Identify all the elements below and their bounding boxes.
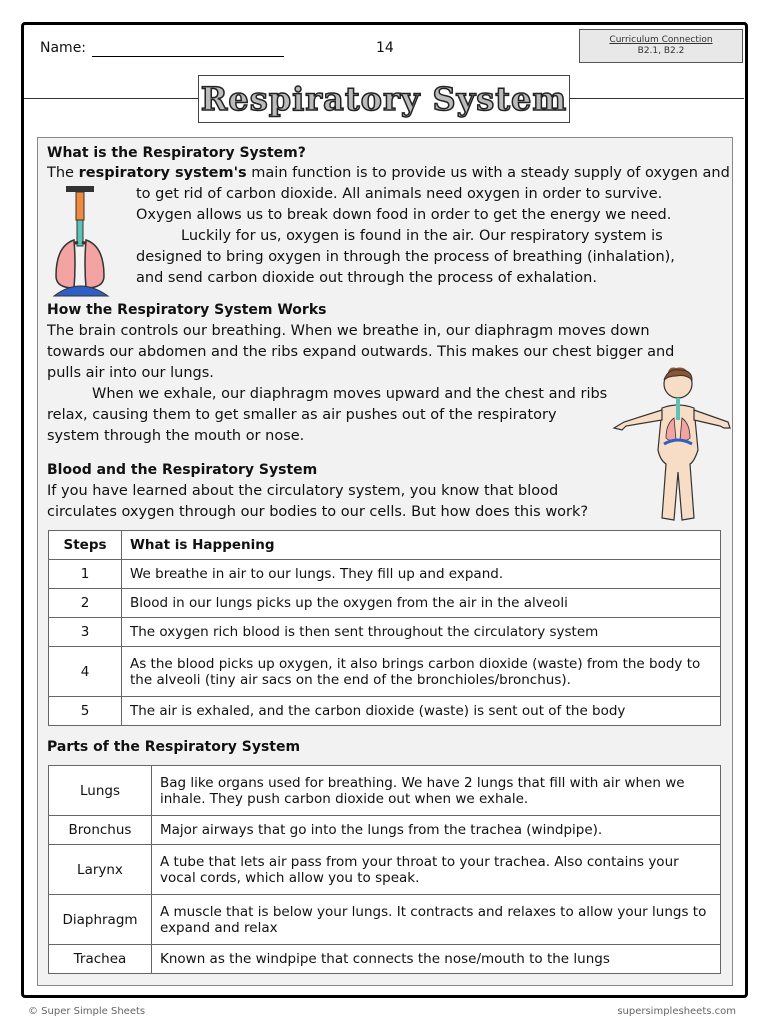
part-description: Major airways that go into the lungs from the trachea (windpipe). (152, 816, 721, 845)
part-description: A tube that lets air pass from your throat to your trachea. Also contains your vocal cords, which allow you to speak. (152, 845, 721, 895)
section2-line4: When we exhale, our diaphragm moves upward and the chest and ribs (92, 386, 608, 402)
section1-line4-wrap (136, 226, 663, 247)
happening-col-header: What is Happening (122, 531, 721, 560)
page-number: 14 (376, 40, 394, 56)
page-title: Respiratory System (200, 80, 568, 118)
part-name: Larynx (49, 845, 152, 895)
section1-line3: Oxygen allows us to break down food in order to get the energy we need. (136, 207, 672, 223)
section1-line6: and send carbon dioxide out through the process of exhalation. (136, 270, 597, 286)
steps-table (48, 530, 721, 726)
step-text: As the blood picks up oxygen, it also brings carbon dioxide (waste) from the body to the alveoli (tiny air sacs on the end of the bronchioles/bronchus). (122, 647, 721, 697)
table-row (49, 895, 721, 945)
section1-line1 (47, 163, 737, 184)
right-arm (694, 410, 730, 428)
step-number: 4 (49, 647, 122, 697)
part-description: A muscle that is below your lungs. It contracts and relaxes to allow your lungs to expand and relax (152, 895, 721, 945)
section2-line3: pulls air into our lungs. (47, 365, 214, 381)
section2-line4-wrap (47, 384, 607, 405)
left-arm (614, 410, 662, 430)
step-number: 1 (49, 560, 122, 589)
part-description: Known as the windpipe that connects the nose/mouth to the lungs (152, 945, 721, 974)
curriculum-codes: B2.1, B2.2 (637, 46, 685, 56)
section3-line2: circulates oxygen through our bodies to our cells. But how does this work? (47, 504, 589, 520)
content-panel (37, 137, 733, 986)
table-row (49, 560, 721, 589)
section1-line2: to get rid of carbon dioxide. All animals need oxygen in order to survive. (136, 186, 663, 202)
section-heading-parts: Parts of the Respiratory System (47, 739, 301, 755)
name-field-line (92, 56, 284, 57)
step-number: 2 (49, 589, 122, 618)
name-label: Name: (40, 40, 87, 56)
section-heading-how: How the Respiratory System Works (47, 302, 327, 318)
section-heading-blood: Blood and the Respiratory System (47, 462, 318, 478)
curriculum-title: Curriculum Connection (609, 35, 713, 45)
table-row (49, 647, 721, 697)
section3-line1: If you have learned about the circulatory system, you know that blood (47, 483, 559, 499)
section2-line6: system through the mouth or nose. (47, 428, 305, 444)
table-row (49, 945, 721, 974)
table-row (49, 766, 721, 816)
title-banner (198, 75, 570, 123)
section2-line1: The brain controls our breathing. When we breathe in, our diaphragm moves down (47, 323, 650, 339)
right-lung (85, 240, 104, 288)
diaphragm-shape (54, 286, 108, 296)
section-heading-what: What is the Respiratory System? (47, 145, 306, 161)
section1-line1-post: main function is to provide us with a steady supply of oxygen and (246, 165, 730, 181)
part-name: Lungs (49, 766, 152, 816)
part-name: Trachea (49, 945, 152, 974)
section1-line5: designed to bring oxygen in through the process of breathing (inhalation), (136, 249, 675, 265)
section1-line4: Luckily for us, oxygen is found in the air. Our respiratory system is (181, 228, 663, 244)
lungs-top-bar (66, 186, 94, 192)
section1-bold-term: respiratory system's (78, 165, 247, 181)
step-text: The air is exhaled, and the carbon dioxide (waste) is sent out of the body (122, 697, 721, 726)
part-name: Bronchus (49, 816, 152, 845)
table-row (49, 618, 721, 647)
section1-line1-pre: The (47, 165, 79, 181)
torso-legs (658, 405, 698, 520)
part-description: Bag like organs used for breathing. We have 2 lungs that fill with air when we inhale. They push carbon dioxide out when we exhale. (152, 766, 721, 816)
larynx-shape (76, 192, 84, 220)
step-text: Blood in our lungs picks up the oxygen from the air in the alveoli (122, 589, 721, 618)
section2-line2: towards our abdomen and the ribs expand outwards. This makes our chest bigger and (47, 344, 675, 360)
section2-line5: relax, causing them to get smaller as air pushes out of the respiratory (47, 407, 557, 423)
table-row (49, 816, 721, 845)
steps-col-header: Steps (49, 531, 122, 560)
child-trachea (676, 398, 680, 420)
left-lung (56, 240, 75, 288)
table-row (49, 589, 721, 618)
step-text: The oxygen rich blood is then sent throughout the circulatory system (122, 618, 721, 647)
curriculum-box (579, 29, 743, 63)
footer-website: supersimplesheets.com (617, 1006, 736, 1017)
steps-header-row (49, 531, 721, 560)
lungs-illustration (52, 184, 124, 300)
table-row (49, 845, 721, 895)
step-text: We breathe in air to our lungs. They fill up and expand. (122, 560, 721, 589)
step-number: 3 (49, 618, 122, 647)
child-body-illustration (610, 364, 734, 526)
step-number: 5 (49, 697, 122, 726)
table-row (49, 697, 721, 726)
footer-copyright: © Super Simple Sheets (28, 1006, 146, 1017)
parts-table (48, 765, 721, 974)
part-name: Diaphragm (49, 895, 152, 945)
